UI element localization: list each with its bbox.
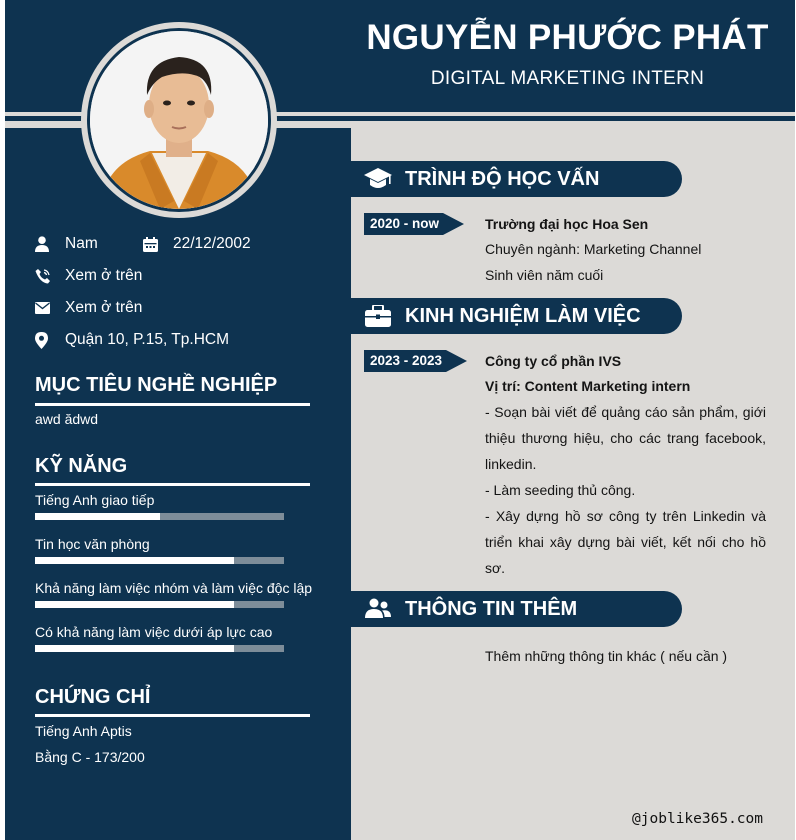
email-row <box>35 299 142 317</box>
skill-bar <box>35 557 284 564</box>
skill-bar-fill <box>35 513 160 520</box>
experience-position: Vị trí: Content Marketing intern <box>485 378 691 394</box>
gender-value: Nam <box>65 235 98 252</box>
briefcase-icon <box>351 305 405 327</box>
experience-company: Công ty cổ phần IVS <box>485 353 622 369</box>
skill-label: Khả năng làm việc nhóm và làm việc độc lập <box>35 580 313 596</box>
skill-label: Có khả năng làm việc dưới áp lực cao <box>35 624 273 640</box>
skill-label: Tiếng Anh giao tiếp <box>35 492 155 508</box>
additional-text: Thêm những thông tin khác ( nếu cần ) <box>485 648 728 664</box>
experience-duty: - Làm seeding thủ công. <box>485 482 636 498</box>
education-heading-bar <box>351 161 682 197</box>
candidate-name: NGUYỄN PHƯỚC PHÁT <box>366 18 769 57</box>
graduation-cap-icon <box>351 167 405 191</box>
calendar-icon <box>143 237 173 252</box>
cv-page <box>5 0 795 840</box>
birthday-row <box>143 235 251 253</box>
gender-row <box>35 235 98 253</box>
certificate-line: Bằng C - 173/200 <box>35 749 145 765</box>
experience-duty: - Soạn bài viết để quảng cáo sản phẩm, giới thiệu thương hiệu, cho các trang facebook, linkedin. <box>485 404 766 472</box>
skill-bar-fill <box>35 557 234 564</box>
education-heading: TRÌNH ĐỘ HỌC VẤN <box>405 167 600 190</box>
phone-icon <box>35 268 65 284</box>
certificate-line: Tiếng Anh Aptis <box>35 723 132 739</box>
email-value: Xem ở trên <box>65 299 143 316</box>
skill-bar <box>35 513 284 520</box>
additional-heading-bar <box>351 591 682 627</box>
skill-bar-fill <box>35 601 234 608</box>
avatar <box>90 31 268 209</box>
objective-text: awd ădwd <box>35 411 99 427</box>
objective-heading: MỤC TIÊU NGHỀ NGHIỆP <box>35 374 278 396</box>
experience-duty: - Xây dựng hồ sơ công ty trên Linkedin và triển khai xây dựng bài viết, kết nối cho hồ sơ. <box>485 508 766 576</box>
candidate-title: DIGITAL MARKETING INTERN <box>430 68 705 89</box>
education-major: Chuyên ngành: Marketing Channel <box>485 241 702 257</box>
education-period: 2020 - now <box>364 213 443 235</box>
skill-bar <box>35 645 284 652</box>
envelope-icon <box>35 302 65 314</box>
certificates-heading: CHỨNG CHỈ <box>35 686 151 708</box>
avatar-frame <box>81 22 277 218</box>
education-status: Sinh viên năm cuối <box>485 267 604 283</box>
phone-row <box>35 267 142 285</box>
objective-divider <box>35 403 310 406</box>
experience-heading: KINH NGHIỆM LÀM VIỆC <box>405 304 641 327</box>
skill-label: Tin học văn phòng <box>35 536 150 552</box>
phone-value: Xem ở trên <box>65 267 143 284</box>
birthday-value: 22/12/2002 <box>173 235 251 252</box>
experience-heading-bar <box>351 298 682 334</box>
skills-divider <box>35 483 310 486</box>
certificates-divider <box>35 714 310 717</box>
additional-heading: THÔNG TIN THÊM <box>405 597 578 620</box>
map-pin-icon <box>35 332 65 349</box>
user-icon <box>35 236 65 252</box>
address-value: Quận 10, P.15, Tp.HCM <box>65 331 229 348</box>
experience-period-badge <box>364 350 467 372</box>
users-icon <box>351 598 405 620</box>
skill-bar <box>35 601 284 608</box>
education-school: Trường đại học Hoa Sen <box>485 216 649 232</box>
skills-heading: KỸ NĂNG <box>35 455 128 477</box>
experience-period: 2023 - 2023 <box>364 350 446 372</box>
watermark: @joblike365.com <box>632 811 763 827</box>
education-period-badge <box>364 213 464 235</box>
address-row <box>35 331 229 349</box>
skill-bar-fill <box>35 645 234 652</box>
